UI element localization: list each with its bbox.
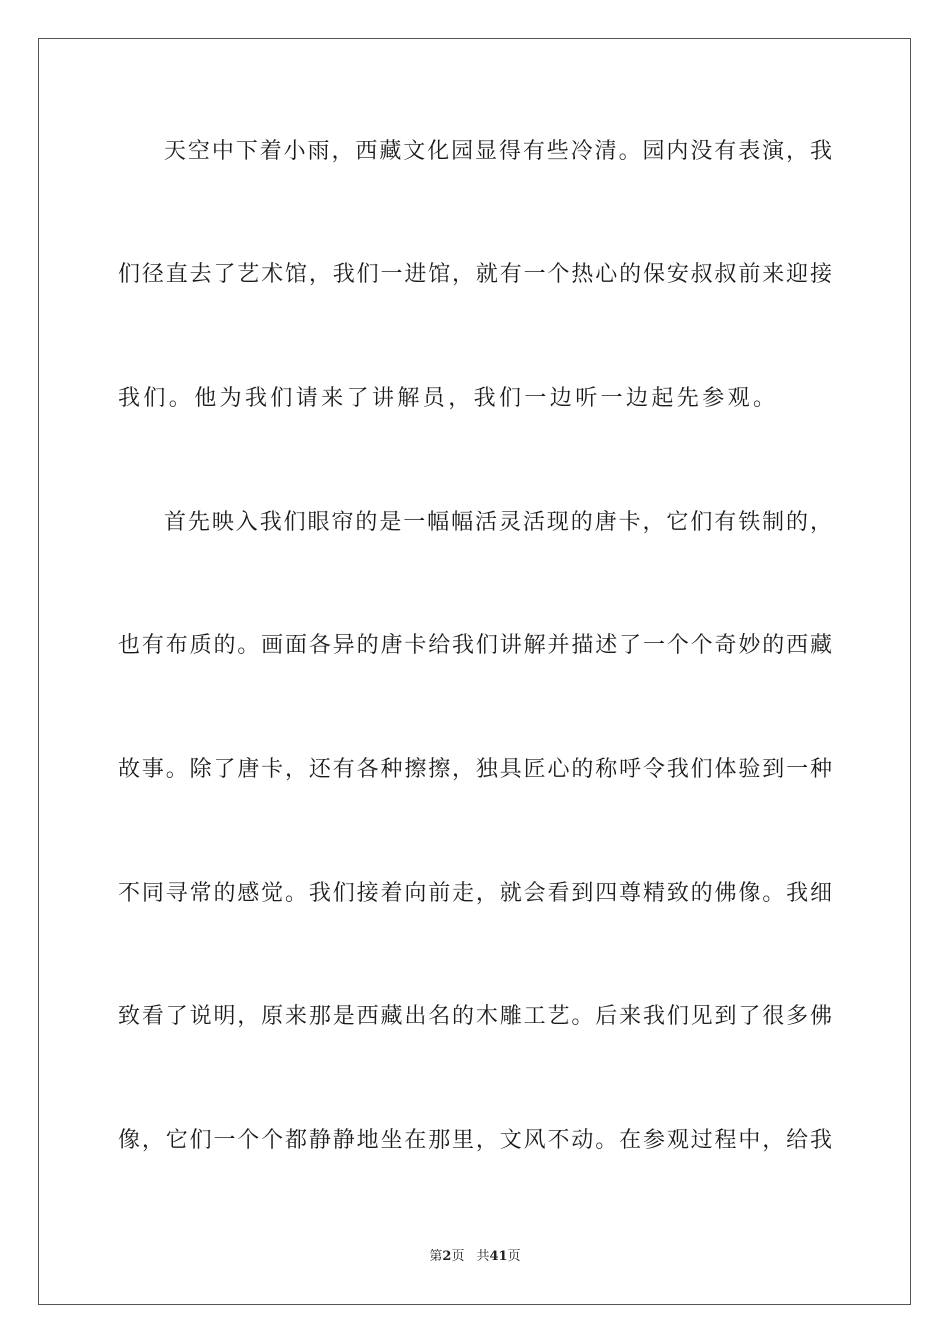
total-prefix: 共 xyxy=(476,1249,490,1264)
page-border xyxy=(38,38,911,1305)
paragraph-2-line-1: 首先映入我们眼帘的是一幅幅活灵活现的唐卡，它们有铁制的， xyxy=(164,510,832,535)
paragraph-2-line-6: 像，它们一个个都静静地坐在那里，文风不动。在参观过程中，给我 xyxy=(118,1128,832,1153)
paragraph-2-line-5: 致看了说明，原来那是西藏出名的木雕工艺。后来我们见到了很多佛 xyxy=(118,1004,832,1029)
paragraph-2-line-4: 不同寻常的感觉。我们接着向前走，就会看到四尊精致的佛像。我细 xyxy=(118,881,832,906)
total-pages: 41 xyxy=(489,1249,508,1264)
paragraph-2-line-3: 故事。除了唐卡，还有各种擦擦，独具匠心的称呼令我们体验到一种 xyxy=(118,757,832,782)
total-suffix: 页 xyxy=(507,1249,521,1264)
page-footer xyxy=(0,1248,950,1266)
paragraph-1-line-1: 天空中下着小雨，西藏文化园显得有些冷清。园内没有表演，我 xyxy=(164,139,832,164)
page-suffix: 页 xyxy=(451,1249,465,1264)
paragraph-1-line-2: 们径直去了艺术馆，我们一进馆，就有一个热心的保安叔叔前来迎接 xyxy=(118,262,832,287)
paragraph-2-line-2: 也有布质的。画面各异的唐卡给我们讲解并描述了一个个奇妙的西藏 xyxy=(118,633,832,658)
page-number: 2 xyxy=(442,1249,452,1264)
paragraph-1-line-3: 我们。他为我们请来了讲解员，我们一边听一边起先参观。 xyxy=(118,386,779,411)
page-prefix: 第 xyxy=(429,1249,443,1264)
